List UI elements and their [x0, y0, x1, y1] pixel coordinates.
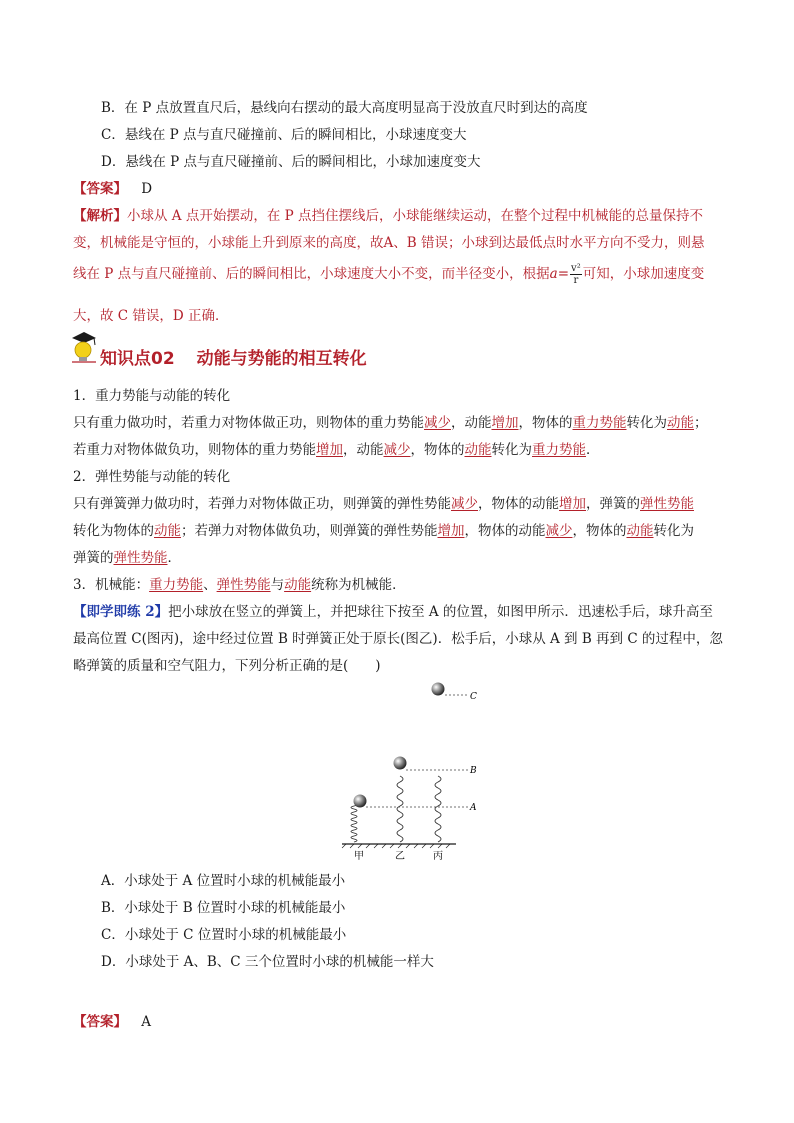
analysis-label: 【解析】 [73, 208, 127, 224]
practice-option-c: C．小球处于 C 位置时小球的机械能最小 [101, 927, 347, 943]
practice-answer [73, 1010, 151, 1030]
practice-label: 【即学即练 2】 [73, 604, 169, 620]
label-b: B [470, 766, 477, 776]
paragraph-5: 弹簧的弹性势能． [73, 550, 181, 566]
analysis-line-1: 【解析】小球从 A 点开始摆动，在 P 点挡住摆线后，小球能继续运动，在整个过程中机械能的总量保持不 [73, 208, 703, 224]
practice-option-a: A．小球处于 A 位置时小球的机械能最小 [101, 873, 346, 889]
analysis-line-2: 变，机械能是守恒的，小球能上升到原来的高度，故A、B 错误；小球到达最低点时水平方向不受力，则悬 [73, 235, 705, 251]
paragraph-2: 若重力对物体做负功，则物体的重力势能增加，动能减少，物体的动能转化为重力势能． [73, 442, 600, 458]
answer-value: A [141, 1014, 152, 1030]
bulb-graduate-icon [68, 330, 100, 364]
formula-fraction: $\frac{\text{v²}}{r}$ [571, 263, 581, 286]
practice-line-3: 略弹簧的质量和空气阻力，下列分析正确的是( ) [73, 658, 381, 674]
paragraph-3: 只有弹簧弹力做功时，若弹力对物体做正功，则弹簧的弹性势能减少，物体的动能增加，弹簧的弹性势能 [73, 496, 694, 512]
caption-jia: 甲 [354, 851, 364, 862]
analysis-line-3: 线在 P 点与直尺碰撞前、后的瞬间相比，小球速度大小不变，而半径变小，根据a= $\frac{\text{v²}}{r}$ 可知，小球加速度变 [73, 263, 705, 286]
caption-bing: 丙 [433, 851, 443, 862]
q1-option-b: B．在 P 点放置直尺后，悬线向右摆动的最大高度明显高于没放直尺时到达的高度 [101, 100, 588, 116]
label-c: C [470, 692, 477, 702]
ball-c [432, 683, 445, 696]
paragraph-4: 转化为物体的动能；若弹力对物体做负功，则弹簧的弹性势能增加，物体的动能减少，物体的动能转化为 [73, 523, 694, 539]
heading-1: 1．重力势能与动能的转化 [73, 388, 231, 404]
practice-option-d: D．小球处于 A、B、C 三个位置时小球的机械能一样大 [101, 954, 434, 970]
q1-option-c: C．悬线在 P 点与直尺碰撞前、后的瞬间相比，小球速度变大 [101, 127, 467, 143]
spring-figure [330, 676, 500, 866]
q1-option-d: D．悬线在 P 点与直尺碰撞前、后的瞬间相比，小球加速度变大 [101, 154, 481, 170]
ball-a [354, 795, 367, 808]
answer-label: 【答案】 [73, 181, 127, 197]
paragraph-1: 只有重力做功时，若重力对物体做正功，则物体的重力势能减少，动能增加，物体的重力势能转化为动能； [73, 415, 708, 431]
paragraph-6: 3．机械能：重力势能、弹性势能与动能统称为机械能． [73, 577, 406, 593]
section-title: 知识点02 动能与势能的相互转化 [100, 349, 367, 369]
ball-b [394, 757, 407, 770]
heading-2: 2．弹性势能与动能的转化 [73, 469, 231, 485]
practice-option-b: B．小球处于 B 位置时小球的机械能最小 [101, 900, 346, 916]
q1-answer [73, 177, 152, 197]
label-a: A [470, 803, 477, 813]
analysis-line-4: 大，故 C 错误，D 正确． [73, 308, 229, 324]
answer-label: 【答案】 [73, 1014, 127, 1030]
caption-yi: 乙 [395, 851, 405, 862]
practice-line-2: 最高位置 C(图丙)，途中经过位置 B 时弹簧正处于原长(图乙)．松手后，小球从 A 到 B 再到 C 的过程中，忽 [73, 631, 723, 647]
practice-line-1: 【即学即练 2】把小球放在竖立的弹簧上，并把球往下按至 A 的位置，如图甲所示．迅速松手后，球升高至 [73, 604, 713, 620]
answer-value: D [141, 181, 153, 197]
